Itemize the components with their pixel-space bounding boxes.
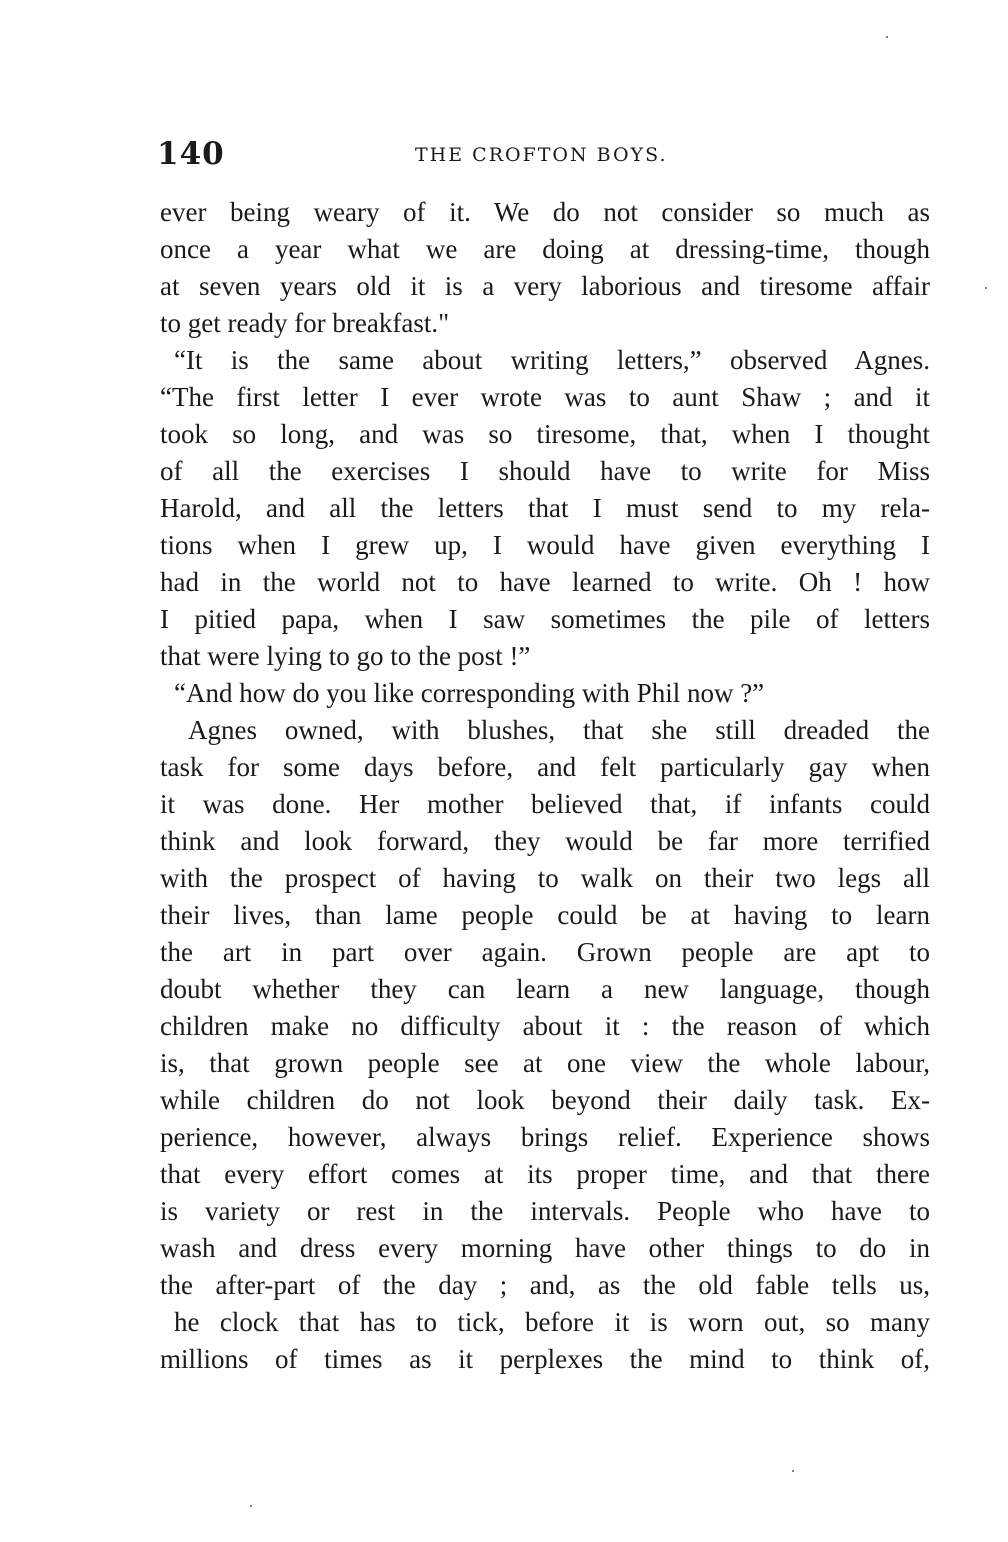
page-number: 140	[157, 136, 225, 172]
text-line: with the prospect of having to walk on their two legs all	[160, 863, 930, 893]
text-line: it was done. Her mother believed that, if infants could	[160, 789, 930, 819]
text-line: “And how do you like corresponding with Phil now ?”	[174, 678, 765, 708]
text-line: the art in part over again. Grown people are apt to	[160, 937, 930, 967]
text-line: is, that grown people see at one view the whole labour,	[160, 1048, 930, 1078]
text-line: to get ready for breakfast."	[160, 308, 450, 338]
page-header	[157, 136, 929, 176]
text-line: task for some days before, and felt particularly gay when	[160, 752, 930, 782]
text-line: think and look forward, they would be far more terrified	[160, 826, 930, 856]
running-head: THE CROFTON BOYS.	[415, 144, 668, 166]
text-line: doubt whether they can learn a new language, though	[160, 974, 930, 1004]
text-line: wash and dress every morning have other things to do in	[160, 1233, 930, 1263]
text-line: perience, however, always brings relief. Experience shows	[160, 1122, 930, 1152]
text-line: Agnes owned, with blushes, that she still dreaded the	[188, 715, 930, 745]
text-line: while children do not look beyond their daily task. Ex-	[160, 1085, 930, 1115]
text-line: that every effort comes at its proper time, and that there	[160, 1159, 930, 1189]
text-line: of all the exercises I should have to write for Miss	[160, 456, 930, 486]
text-line: the after-part of the day ; and, as the old fable tells us,	[160, 1270, 930, 1300]
scan-speck	[792, 1470, 794, 1472]
text-line: at seven years old it is a very laborious and tiresome affair	[160, 271, 930, 301]
text-line: is variety or rest in the intervals. People who have to	[160, 1196, 930, 1226]
text-line: once a year what we are doing at dressing-time, though	[160, 234, 930, 264]
text-line: ever being weary of it. We do not consider so much as	[160, 197, 930, 227]
text-line: “It is the same about writing letters,” observed Agnes.	[174, 345, 930, 375]
scan-speck	[985, 287, 987, 289]
text-line: that were lying to go to the post !”	[160, 641, 531, 671]
text-line: took so long, and was so tiresome, that, when I thought	[160, 419, 930, 449]
text-line: he clock that has to tick, before it is worn out, so many	[174, 1307, 930, 1337]
text-line: I pitied papa, when I saw sometimes the pile of letters	[160, 604, 930, 634]
text-line: “The first letter I ever wrote was to aunt Shaw ; and it	[160, 382, 930, 412]
text-line: millions of times as it perplexes the mind to think of,	[160, 1344, 930, 1374]
text-line: had in the world not to have learned to write. Oh ! how	[160, 567, 930, 597]
text-line: Harold, and all the letters that I must send to my rela-	[160, 493, 930, 523]
text-line: children make no difficulty about it : the reason of which	[160, 1011, 930, 1041]
body-text	[160, 194, 930, 1378]
text-line: tions when I grew up, I would have given everything I	[160, 530, 930, 560]
scan-speck	[886, 36, 888, 38]
text-line: their lives, than lame people could be at having to learn	[160, 900, 930, 930]
scan-speck	[250, 1505, 252, 1507]
